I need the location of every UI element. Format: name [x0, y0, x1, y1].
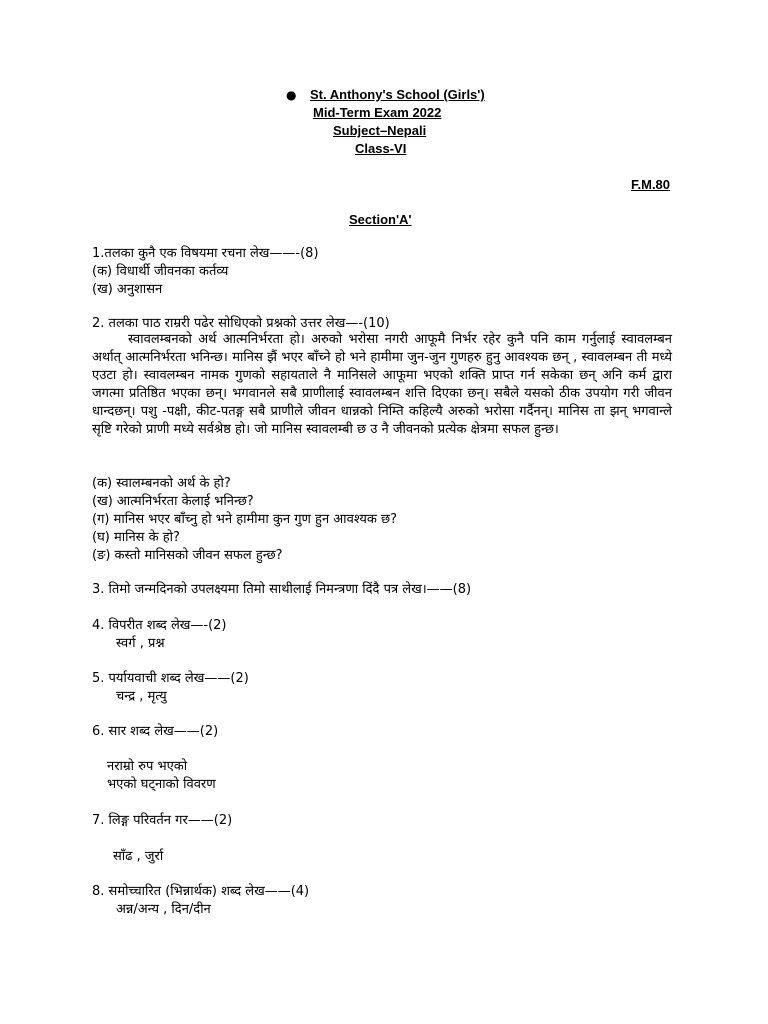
- question-5-title: 5. पर्यायवाची शब्द लेख——(2): [92, 671, 249, 686]
- question-1-option-a: (क) विधार्थी जीवनका कर्तव्य: [92, 264, 229, 279]
- question-5-words: चन्द्र , मृत्यु: [116, 689, 167, 704]
- school-name: St. Anthony's School (Girls'): [310, 87, 485, 102]
- question-2-sub-e: (ङ) कस्तो मानिसको जीवन सफल हुन्छ?: [92, 548, 283, 563]
- question-1-option-b: (ख) अनुशासन: [92, 282, 163, 297]
- question-2-sub-c: (ग) मानिस भएर बाँच्नु हो भने हामीमा कुन गुण हुन आवश्यक छ?: [92, 512, 398, 527]
- question-2-sub-d: (घ) मानिस के हो?: [92, 530, 180, 545]
- question-2-title: 2. तलका पाठ राम्ररी पढेर सोधिएको प्रश्नको उत्तर लेख—-(10): [92, 316, 390, 331]
- question-6-title: 6. सार शब्द लेख——(2): [92, 724, 219, 739]
- class-line: Class-VI: [355, 141, 407, 156]
- question-2-passage: स्वावलम्बनको अर्थ आत्मनिर्भरता हो। अरुको भरोसा नगरी आफूमै निर्भर रहेर कुनै पनि काम गर्नुलाई स्वावलम्बन अर्थात् आत्मनिर्भरता भनिन्छ। मानिस झैं भएर बाँच्ने हो भने हामीमा जुन-जुन गुणहरु हुनु आवश्यक छन् , स्वावलम्बन ती मध्ये एउटा हो। स्वावलम्बन नामक गुणको सहायताले नै मानिसले आफूमा भएको शक्ति प्राप्त गर्न सकेका छन् अनि कर्म द्वारा जगत्मा प्रतिष्ठित भएका छन्। भगवानले सबै प्राणीलाई स्वावलम्बन शत्ति दिएका छन्। सबैले यसको ठीक उपयोग गरी जीवन धान्दछन्। पशु -पक्षी, कीट-पतङ्ग सबै प्राणीले जीवन धान्नको निम्ति कहिल्यै अरुको भरोसा गर्दैनन्। मानिस ता झन् भगवान्ले सृष्टि गरेको प्राणी मध्ये सर्वश्रेष्ठ हो। जो मानिस स्वावलम्बी छ उ नै जीवनको प्रत्येक क्षेत्रमा सफल हुन्छ।: [92, 332, 672, 437]
- question-8-title: 8. समोच्चारित (भिन्नार्थक) शब्द लेख——(4): [92, 884, 310, 899]
- question-1-title: 1.तलका कुनै एक विषयमा रचना लेख——-(8): [92, 246, 319, 261]
- bullet-icon: ●: [286, 88, 297, 102]
- subject-line: Subject–Nepali: [333, 123, 427, 138]
- question-8-words: अन्न/अन्य , दिन/दीन: [116, 902, 211, 917]
- question-3-title: 3. तिमो जन्मदिनको उपलक्ष्यमा तिमो साथीलाई निमन्त्रणा दिंदै पत्र लेख।——(8): [92, 582, 472, 597]
- question-6-line-2: भएको घट्नाको विवरण: [107, 777, 216, 792]
- question-7-title: 7. लिङ्ग परिवर्तन गर——(2): [92, 813, 233, 828]
- exam-title: Mid-Term Exam 2022: [313, 105, 442, 120]
- section-heading: Section'A': [349, 212, 412, 227]
- question-2-sub-b: (ख) आत्मनिर्भरता केलाई भनिन्छ?: [92, 494, 254, 509]
- question-2-sub-a: (क) स्वालम्बनको अर्थ के हो?: [92, 476, 231, 491]
- question-4-words: स्वर्ग , प्रश्न: [116, 636, 165, 651]
- question-4-title: 4. विपरीत शब्द लेख—-(2): [92, 618, 227, 633]
- question-7-words: साँढ , जुर्रा: [113, 849, 164, 864]
- full-marks: F.M.80: [631, 177, 671, 192]
- question-6-line-1: नराम्रो रुप भएको: [107, 759, 188, 774]
